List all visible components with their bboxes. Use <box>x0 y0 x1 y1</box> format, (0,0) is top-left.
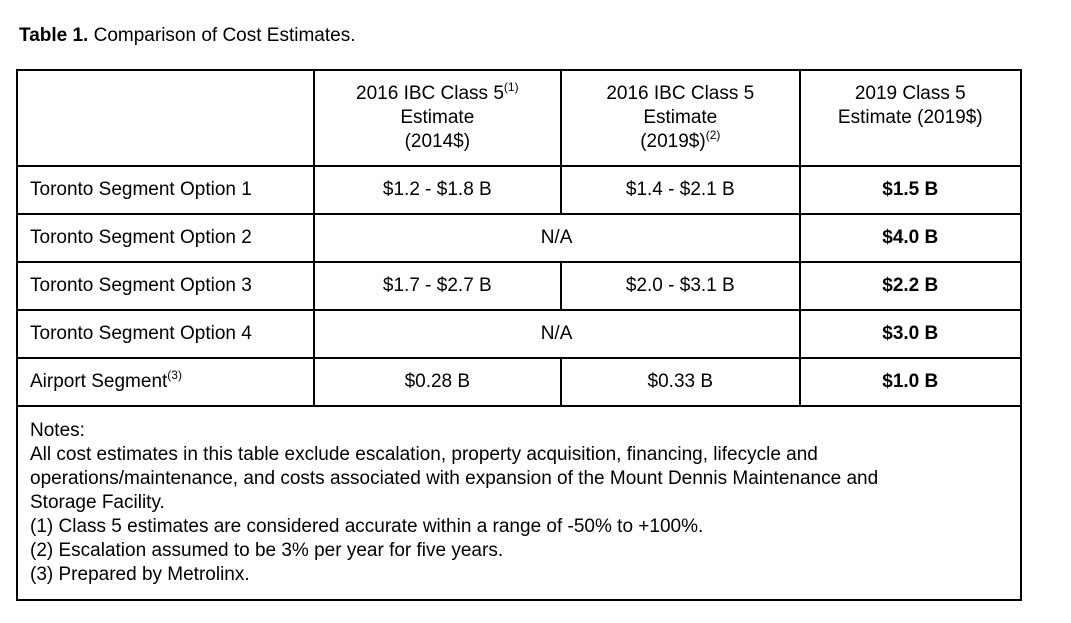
cell-value: $3.0 B <box>800 310 1021 358</box>
table-row <box>17 166 1021 214</box>
merged-cell-na: N/A <box>314 310 800 358</box>
row-label: Toronto Segment Option 4 <box>17 310 314 358</box>
header-empty-cell <box>17 70 314 166</box>
header-row <box>17 70 1021 166</box>
footnote-3: (3) Prepared by Metrolinx. <box>30 564 250 585</box>
cell-value: $1.4 - $2.1 B <box>561 166 799 214</box>
table-row <box>17 358 1021 406</box>
cell-value: $1.7 - $2.7 B <box>314 262 561 310</box>
header-2016-ibc-2014: 2016 IBC Class 5$^{(1)}$ Estimate (2014$) <box>314 70 561 166</box>
table-row <box>17 310 1021 358</box>
cell-value: $4.0 B <box>800 214 1021 262</box>
header-2019-class5: 2019 Class 5 Estimate (2019$) <box>800 70 1021 166</box>
merged-cell-na: N/A <box>314 214 800 262</box>
cell-value: $1.5 B <box>800 166 1021 214</box>
cell-value: $2.0 - $3.1 B <box>561 262 799 310</box>
cost-comparison-table <box>16 69 1022 601</box>
cell-value: $2.2 B <box>800 262 1021 310</box>
table-row <box>17 214 1021 262</box>
notes-text: operations/maintenance, and costs associated with expansion of the Mount Dennis Maintenance and <box>30 468 879 489</box>
notes-text: All cost estimates in this table exclude escalation, property acquisition, financing, lifecycle and <box>30 444 818 465</box>
cell-value: $1.2 - $1.8 B <box>314 166 561 214</box>
caption-label: Table 1. <box>19 25 89 46</box>
notes-text: Storage Facility. <box>30 492 165 513</box>
header-2016-ibc-2019: 2016 IBC Class 5 Estimate (2019$)$^{(2)}$ <box>561 70 799 166</box>
cell-value: $1.0 B <box>800 358 1021 406</box>
row-label: Airport Segment$^{(3)}$ <box>17 358 314 406</box>
row-label: Toronto Segment Option 2 <box>17 214 314 262</box>
caption-text: Comparison of Cost Estimates. <box>88 25 356 46</box>
footnote-2: (2) Escalation assumed to be 3% per year for five years. <box>30 540 504 561</box>
notes-row <box>17 406 1021 600</box>
notes-cell <box>17 406 1021 600</box>
cell-value: $0.33 B <box>561 358 799 406</box>
row-label: Toronto Segment Option 3 <box>17 262 314 310</box>
footnote-1: (1) Class 5 estimates are considered accurate within a range of -50% to +100%. <box>30 516 704 537</box>
row-label: Toronto Segment Option 1 <box>17 166 314 214</box>
table-caption <box>19 24 356 48</box>
notes-title: Notes: <box>30 420 85 441</box>
cell-value: $0.28 B <box>314 358 561 406</box>
table-row <box>17 262 1021 310</box>
